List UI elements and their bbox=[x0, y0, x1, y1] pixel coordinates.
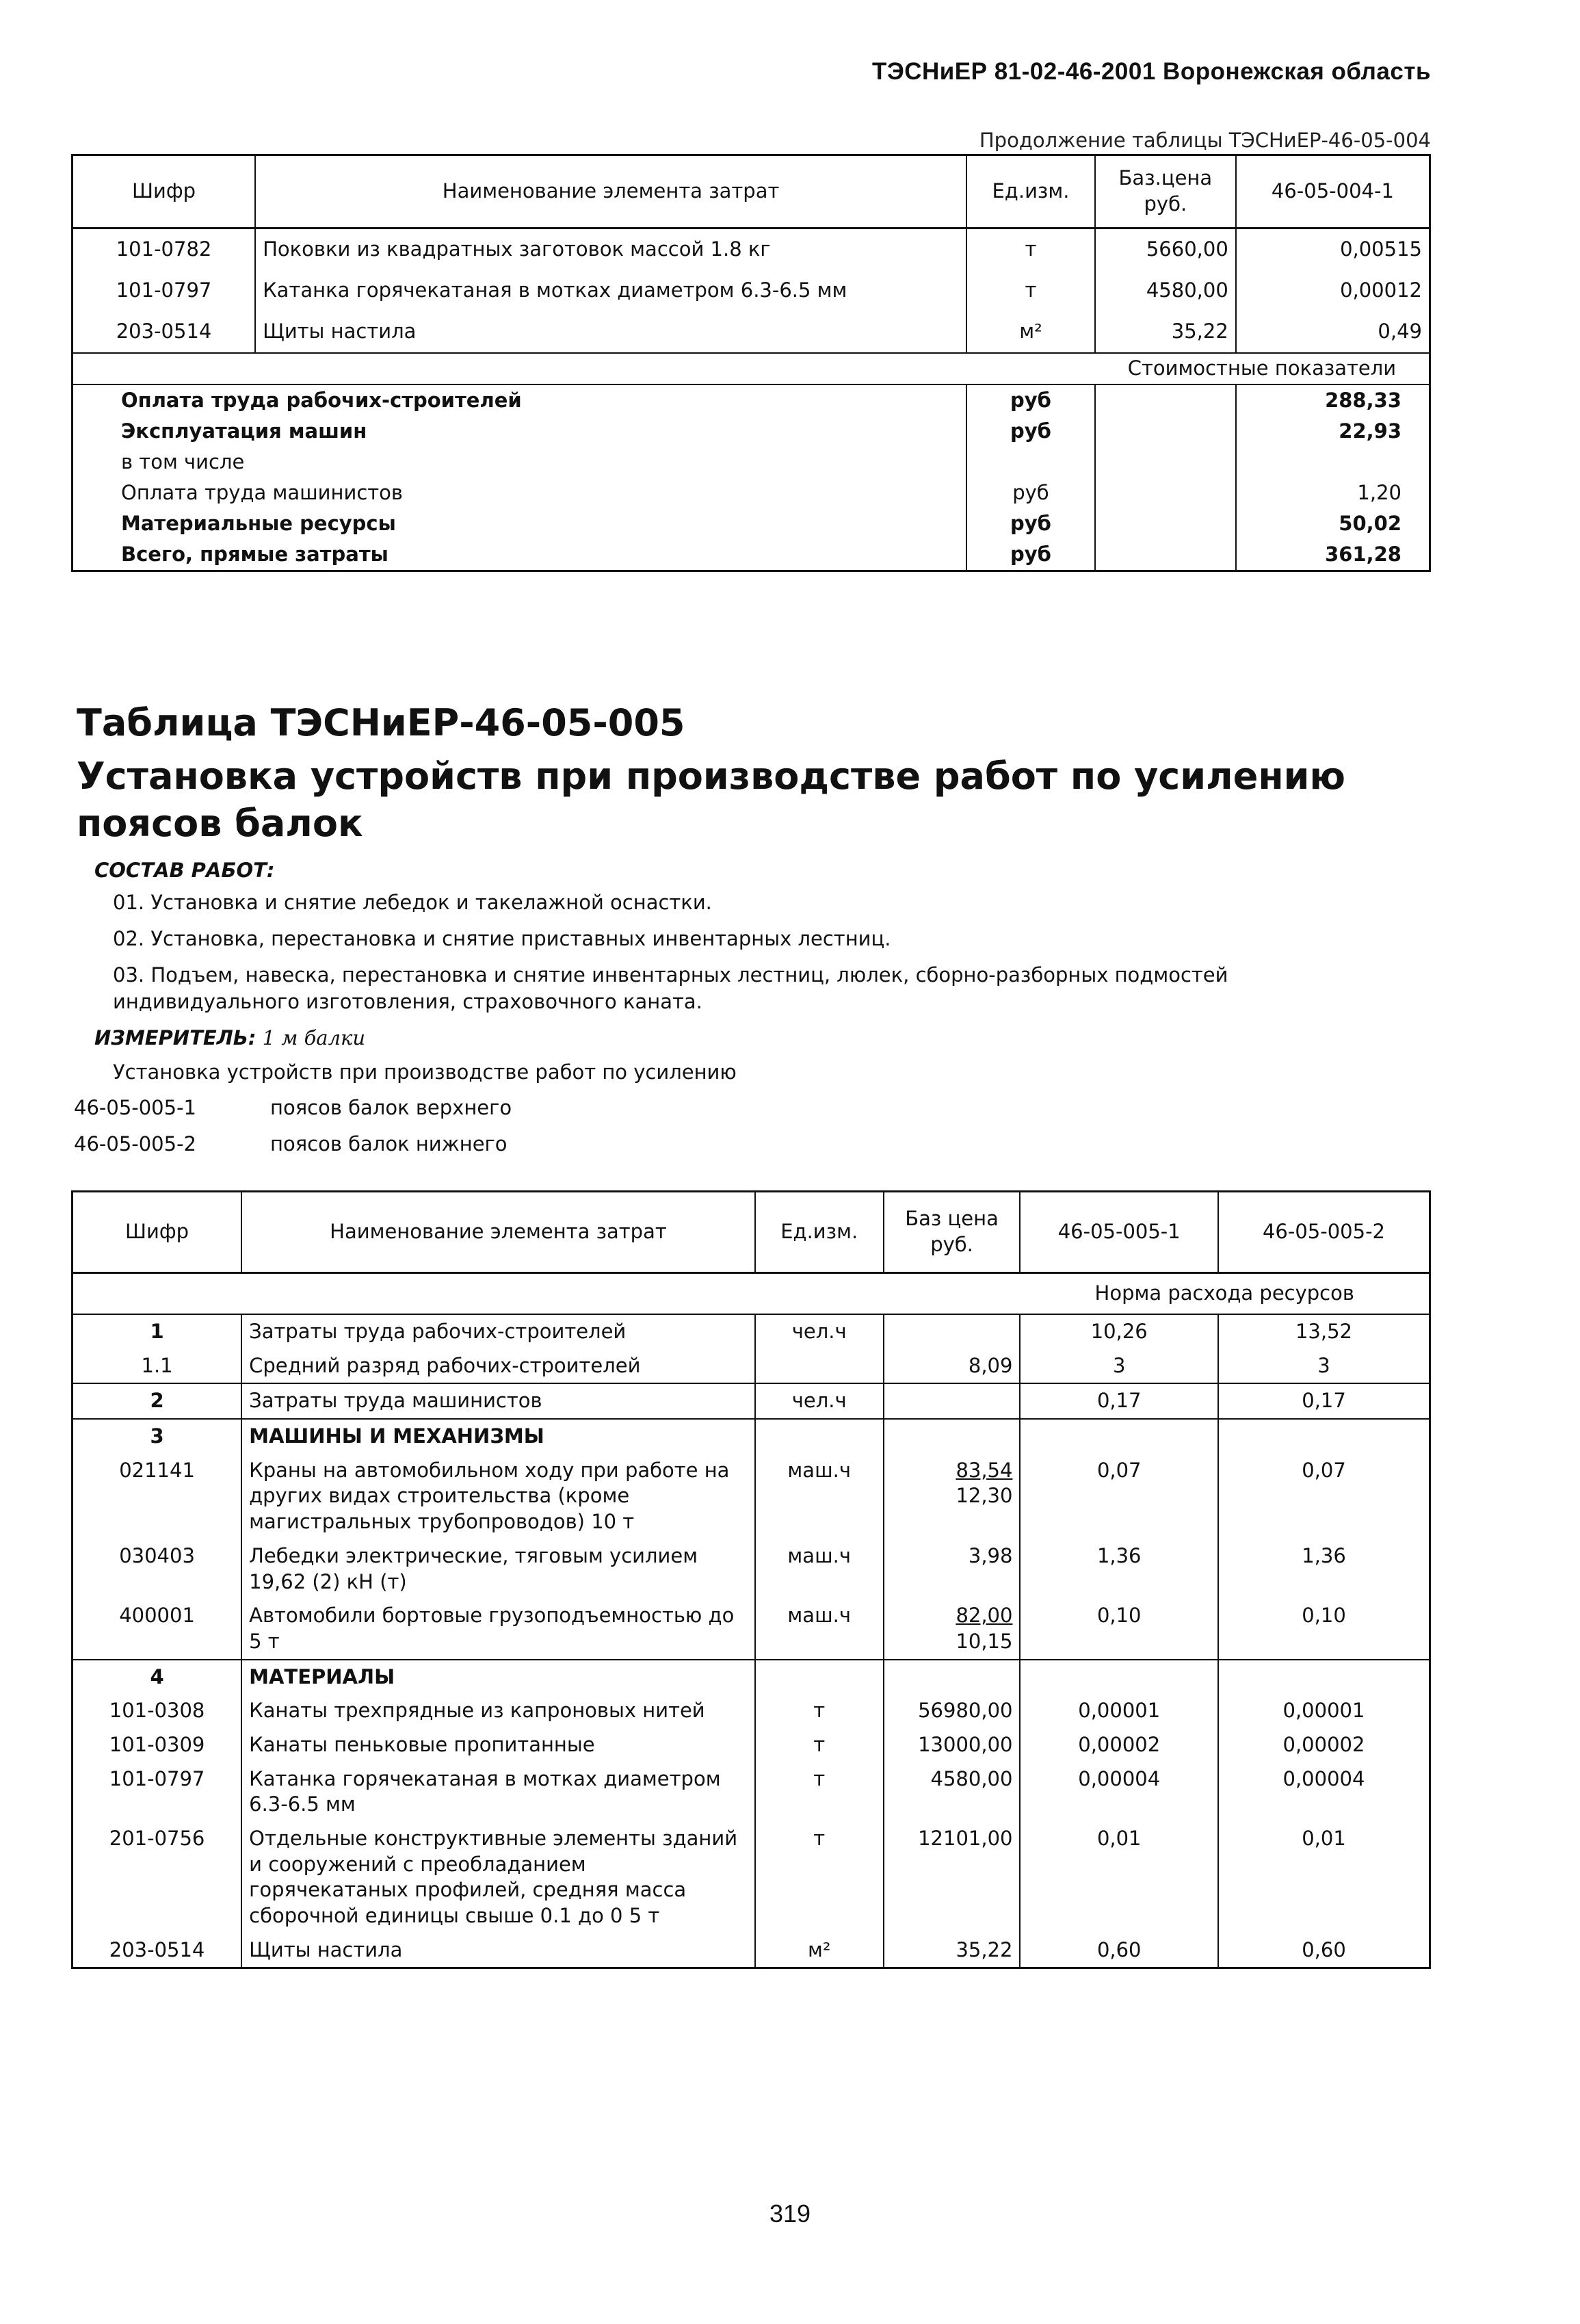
operation-item: 03. Подъем, навеска, перестановка и снятие инвентарных лестниц, люлек, сборно-разборных подмостей индивидуального изготовления, страховочного каната. bbox=[113, 963, 1228, 1013]
col-header-name: Наименование элемента затрат bbox=[255, 155, 966, 229]
cell-price bbox=[884, 1694, 1021, 1728]
cell-code: 101-0797 bbox=[116, 278, 212, 302]
works-label: СОСТАВ РАБОТ: bbox=[94, 859, 275, 882]
cost-value bbox=[1236, 447, 1430, 478]
cell-unit bbox=[755, 1349, 884, 1384]
cell-name: Канаты пеньковые пропитанные bbox=[241, 1728, 755, 1762]
cost-empty bbox=[1095, 478, 1236, 508]
cell-code: 021141 bbox=[119, 1458, 195, 1482]
table-row bbox=[73, 229, 1430, 271]
cell-price bbox=[884, 1419, 1021, 1454]
operation-item: 01. Установка и снятие лебедок и такелажной оснастки. bbox=[113, 891, 712, 914]
cost-unit: руб bbox=[966, 508, 1095, 539]
cell-norm-1: 0,17 bbox=[1020, 1383, 1218, 1419]
cell-norm-1: 3 bbox=[1020, 1349, 1218, 1384]
cell-norm-1 bbox=[1020, 1660, 1218, 1695]
cell-code: 203-0514 bbox=[116, 319, 212, 343]
cell-norm-2 bbox=[1218, 1660, 1430, 1695]
cost-unit: руб bbox=[966, 539, 1095, 571]
cell-name: Средний разряд рабочих-строителей bbox=[241, 1349, 755, 1384]
cell-name: Затраты труда машинистов bbox=[241, 1383, 755, 1419]
col-header-norm-1: 46-05-005-1 bbox=[1020, 1192, 1218, 1273]
col-header-code: Шифр bbox=[73, 1192, 242, 1273]
cell-name: Лебедки электрические, тяговым усилием 19,62 (2) кН (т) bbox=[241, 1539, 755, 1599]
meter-label: ИЗМЕРИТЕЛЬ: bbox=[94, 1026, 256, 1049]
cell-unit: маш.ч bbox=[755, 1599, 884, 1659]
cell-code: 2 bbox=[73, 1383, 242, 1419]
cell-unit: м² bbox=[966, 311, 1095, 353]
cell-price bbox=[884, 1454, 1021, 1539]
cell-unit: м² bbox=[755, 1933, 884, 1968]
cell-code: 101-0797 bbox=[109, 1766, 205, 1790]
cell-unit: чел.ч bbox=[755, 1383, 884, 1419]
table-row bbox=[73, 1599, 1430, 1659]
cell-price bbox=[884, 1822, 1021, 1933]
cell-value: 0,49 bbox=[1236, 311, 1430, 353]
variants-intro: Установка устройств при производстве работ по усилению bbox=[113, 1060, 737, 1084]
cost-caption: Стоимостные показатели bbox=[1095, 353, 1430, 384]
page-number: 319 bbox=[769, 2199, 811, 2228]
cell-norm-2: 0,00001 bbox=[1218, 1694, 1430, 1728]
col-header-unit: Ед.изм. bbox=[755, 1192, 884, 1273]
table-row bbox=[73, 1660, 1430, 1695]
price-wage-value: 12,30 bbox=[956, 1484, 1013, 1508]
cell-norm-2: 0,17 bbox=[1218, 1383, 1430, 1419]
cell-unit: чел.ч bbox=[755, 1314, 884, 1349]
cell-norm-1: 1,36 bbox=[1020, 1539, 1218, 1599]
cell-norm-2: 0,10 bbox=[1218, 1599, 1430, 1659]
meter-line bbox=[94, 1026, 365, 1049]
cell-name: Отдельные конструктивные элементы зданий и сооружений с преобладанием горячекатаных профилей, средняя масса сборочной единицы свыше 0.1 до 0 5 т bbox=[241, 1822, 755, 1933]
cell-unit bbox=[755, 1419, 884, 1454]
table-row bbox=[73, 1314, 1430, 1349]
cost-row bbox=[73, 384, 1430, 416]
cost-caption-row bbox=[73, 353, 1430, 384]
col-header-norm-2: 46-05-005-2 bbox=[1218, 1192, 1430, 1273]
table-row bbox=[73, 1383, 1430, 1419]
col-header-code: Шифр bbox=[73, 155, 256, 229]
cell-unit: т bbox=[755, 1762, 884, 1822]
cell-price: 5660,00 bbox=[1095, 229, 1236, 271]
cell-unit: т bbox=[966, 270, 1095, 311]
price-value: 82,00 bbox=[956, 1604, 1013, 1628]
cell-norm-2: 0,00002 bbox=[1218, 1728, 1430, 1762]
table-row bbox=[73, 1728, 1430, 1762]
cost-row bbox=[73, 416, 1430, 447]
cell-norm-2: 0,07 bbox=[1218, 1454, 1430, 1539]
cost-name: Эксплуатация машин bbox=[121, 419, 367, 443]
table-continuation-label: Продолжение таблицы ТЭСНиЕР-46-05-004 bbox=[979, 129, 1431, 152]
cell-name: Катанка горячекатаная в мотках диаметром 6.3-6.5 мм bbox=[241, 1762, 755, 1822]
table-subtitle: Установка устройств при производстве работ по усилению поясов балок bbox=[77, 755, 1345, 846]
cost-empty bbox=[1095, 447, 1236, 478]
cell-code: 4 bbox=[73, 1660, 242, 1695]
cost-name: Оплата труда машинистов bbox=[121, 481, 403, 504]
cell-code: 201-0756 bbox=[109, 1827, 205, 1850]
cell-norm-2 bbox=[1218, 1419, 1430, 1454]
cell-norm-2: 0,60 bbox=[1218, 1933, 1430, 1968]
cell-price bbox=[884, 1762, 1021, 1822]
table-46-05-005 bbox=[71, 1190, 1431, 1969]
cell-name: Поковки из квадратных заготовок массой 1.8 кг bbox=[255, 229, 966, 271]
cell-name: Затраты труда рабочих-строителей bbox=[241, 1314, 755, 1349]
table-row bbox=[73, 311, 1430, 353]
cell-price bbox=[884, 1314, 1021, 1349]
cell-name: МАШИНЫ И МЕХАНИЗМЫ bbox=[241, 1419, 755, 1454]
cell-norm-1: 0,10 bbox=[1020, 1599, 1218, 1659]
cell-name: Щиты настила bbox=[255, 311, 966, 353]
cell-price bbox=[884, 1933, 1021, 1968]
cost-row bbox=[73, 539, 1430, 571]
cost-empty bbox=[1095, 508, 1236, 539]
variant-code: 46-05-005-1 bbox=[74, 1096, 196, 1119]
price-value: 56980,00 bbox=[918, 1699, 1013, 1723]
cost-name: Оплата труда рабочих-строителей bbox=[121, 389, 522, 412]
cell-value: 0,00012 bbox=[1236, 270, 1430, 311]
cell-norm-2: 0,00004 bbox=[1218, 1762, 1430, 1822]
cost-empty bbox=[1095, 384, 1236, 416]
cell-norm-1: 0,01 bbox=[1020, 1822, 1218, 1933]
cell-code: 203-0514 bbox=[109, 1937, 205, 1961]
price-value: 3,98 bbox=[968, 1543, 1013, 1567]
col-header-norm: 46-05-004-1 bbox=[1236, 155, 1430, 229]
cell-norm-1: 10,26 bbox=[1020, 1314, 1218, 1349]
cell-norm-2: 13,52 bbox=[1218, 1314, 1430, 1349]
col-header-price: Баз цена руб. bbox=[884, 1192, 1021, 1273]
col-header-price: Баз.цена руб. bbox=[1095, 155, 1236, 229]
cost-unit: руб bbox=[966, 384, 1095, 416]
cell-norm-1: 0,07 bbox=[1020, 1454, 1218, 1539]
price-value: 4580,00 bbox=[930, 1766, 1013, 1790]
cell-unit: т bbox=[755, 1822, 884, 1933]
cell-unit bbox=[755, 1660, 884, 1695]
table-row bbox=[73, 1419, 1430, 1454]
cell-price bbox=[884, 1660, 1021, 1695]
price-value: 35,22 bbox=[956, 1937, 1013, 1961]
cell-norm-1: 0,00001 bbox=[1020, 1694, 1218, 1728]
table-row bbox=[73, 1822, 1430, 1933]
table-header-row bbox=[73, 155, 1430, 229]
operation-item: 02. Установка, перестановка и снятие приставных инвентарных лестниц. bbox=[113, 927, 891, 950]
document-header: ТЭСНиЕР 81-02-46-2001 Воронежская область bbox=[871, 58, 1431, 85]
price-value: 8,09 bbox=[968, 1353, 1013, 1377]
col-header-name: Наименование элемента затрат bbox=[241, 1192, 755, 1273]
cost-empty bbox=[1095, 416, 1236, 447]
variant-text: поясов балок верхнего bbox=[270, 1096, 512, 1119]
variant-text: поясов балок нижнего bbox=[270, 1132, 508, 1156]
table-row bbox=[73, 1539, 1430, 1599]
cost-value: 50,02 bbox=[1236, 508, 1430, 539]
cost-row bbox=[73, 478, 1430, 508]
cell-price bbox=[884, 1539, 1021, 1599]
table-header-row bbox=[73, 1192, 1430, 1273]
cell-name: Катанка горячекатаная в мотках диаметром 6.3-6.5 мм bbox=[255, 270, 966, 311]
cost-name: Материальные ресурсы bbox=[121, 512, 396, 535]
cost-row bbox=[73, 508, 1430, 539]
norm-caption-row bbox=[73, 1273, 1430, 1315]
table-46-05-004 bbox=[71, 154, 1431, 572]
cell-norm-1: 0,00002 bbox=[1020, 1728, 1218, 1762]
cost-value: 361,28 bbox=[1236, 539, 1430, 571]
cost-value: 22,93 bbox=[1236, 416, 1430, 447]
cell-price: 35,22 bbox=[1095, 311, 1236, 353]
cell-norm-1: 0,60 bbox=[1020, 1933, 1218, 1968]
cell-name: Щиты настила bbox=[241, 1933, 755, 1968]
cost-unit bbox=[966, 447, 1095, 478]
cell-norm-1 bbox=[1020, 1419, 1218, 1454]
cell-norm-2: 0,01 bbox=[1218, 1822, 1430, 1933]
col-header-unit: Ед.изм. bbox=[966, 155, 1095, 229]
cell-name: Краны на автомобильном ходу при работе на других видах строительства (кроме магистральных трубопроводов) 10 т bbox=[241, 1454, 755, 1539]
table-row bbox=[73, 1349, 1430, 1384]
cost-row bbox=[73, 447, 1430, 478]
cost-unit: руб bbox=[966, 478, 1095, 508]
cell-price bbox=[884, 1599, 1021, 1659]
table-row bbox=[73, 1933, 1430, 1968]
cell-unit: маш.ч bbox=[755, 1454, 884, 1539]
cell-unit: т bbox=[755, 1728, 884, 1762]
cell-code: 101-0309 bbox=[109, 1732, 205, 1756]
cell-norm-2: 3 bbox=[1218, 1349, 1430, 1384]
cost-value: 1,20 bbox=[1236, 478, 1430, 508]
cell-unit: т bbox=[755, 1694, 884, 1728]
cell-code: 030403 bbox=[119, 1543, 195, 1567]
cell-norm-1: 0,00004 bbox=[1020, 1762, 1218, 1822]
cell-name: Автомобили бортовые грузоподъемностью до 5 т bbox=[241, 1599, 755, 1659]
cell-price: 4580,00 bbox=[1095, 270, 1236, 311]
cost-empty bbox=[1095, 539, 1236, 571]
cell-code: 101-0308 bbox=[109, 1699, 205, 1723]
cell-code: 101-0782 bbox=[116, 237, 212, 261]
table-row bbox=[73, 1762, 1430, 1822]
cell-code: 1.1 bbox=[141, 1353, 173, 1377]
cost-name: Всего, прямые затраты bbox=[121, 543, 389, 566]
cell-code: 3 bbox=[73, 1419, 242, 1454]
cost-name: в том числе bbox=[121, 450, 245, 473]
price-wage-value: 10,15 bbox=[956, 1629, 1013, 1653]
cost-value: 288,33 bbox=[1236, 384, 1430, 416]
cell-norm-2: 1,36 bbox=[1218, 1539, 1430, 1599]
cell-price bbox=[884, 1728, 1021, 1762]
meter-value: 1 м балки bbox=[262, 1026, 366, 1049]
cell-unit: т bbox=[966, 229, 1095, 271]
cell-value: 0,00515 bbox=[1236, 229, 1430, 271]
cost-unit: руб bbox=[966, 416, 1095, 447]
norm-caption: Норма расхода ресурсов bbox=[1020, 1273, 1430, 1315]
cell-unit: маш.ч bbox=[755, 1539, 884, 1599]
cell-name: МАТЕРИАЛЫ bbox=[241, 1660, 755, 1695]
cell-name: Канаты трехпрядные из капроновых нитей bbox=[241, 1694, 755, 1728]
price-value: 12101,00 bbox=[918, 1827, 1013, 1850]
table-title: Таблица ТЭСНиЕР-46-05-005 bbox=[77, 701, 685, 744]
table-row bbox=[73, 1694, 1430, 1728]
cell-price bbox=[884, 1383, 1021, 1419]
variant-code: 46-05-005-2 bbox=[74, 1132, 196, 1156]
table-row bbox=[73, 1454, 1430, 1539]
cell-code: 1 bbox=[73, 1314, 242, 1349]
price-value: 83,54 bbox=[956, 1458, 1013, 1482]
price-value: 13000,00 bbox=[918, 1732, 1013, 1756]
table-row bbox=[73, 270, 1430, 311]
cell-price bbox=[884, 1349, 1021, 1384]
cell-code: 400001 bbox=[119, 1604, 195, 1628]
